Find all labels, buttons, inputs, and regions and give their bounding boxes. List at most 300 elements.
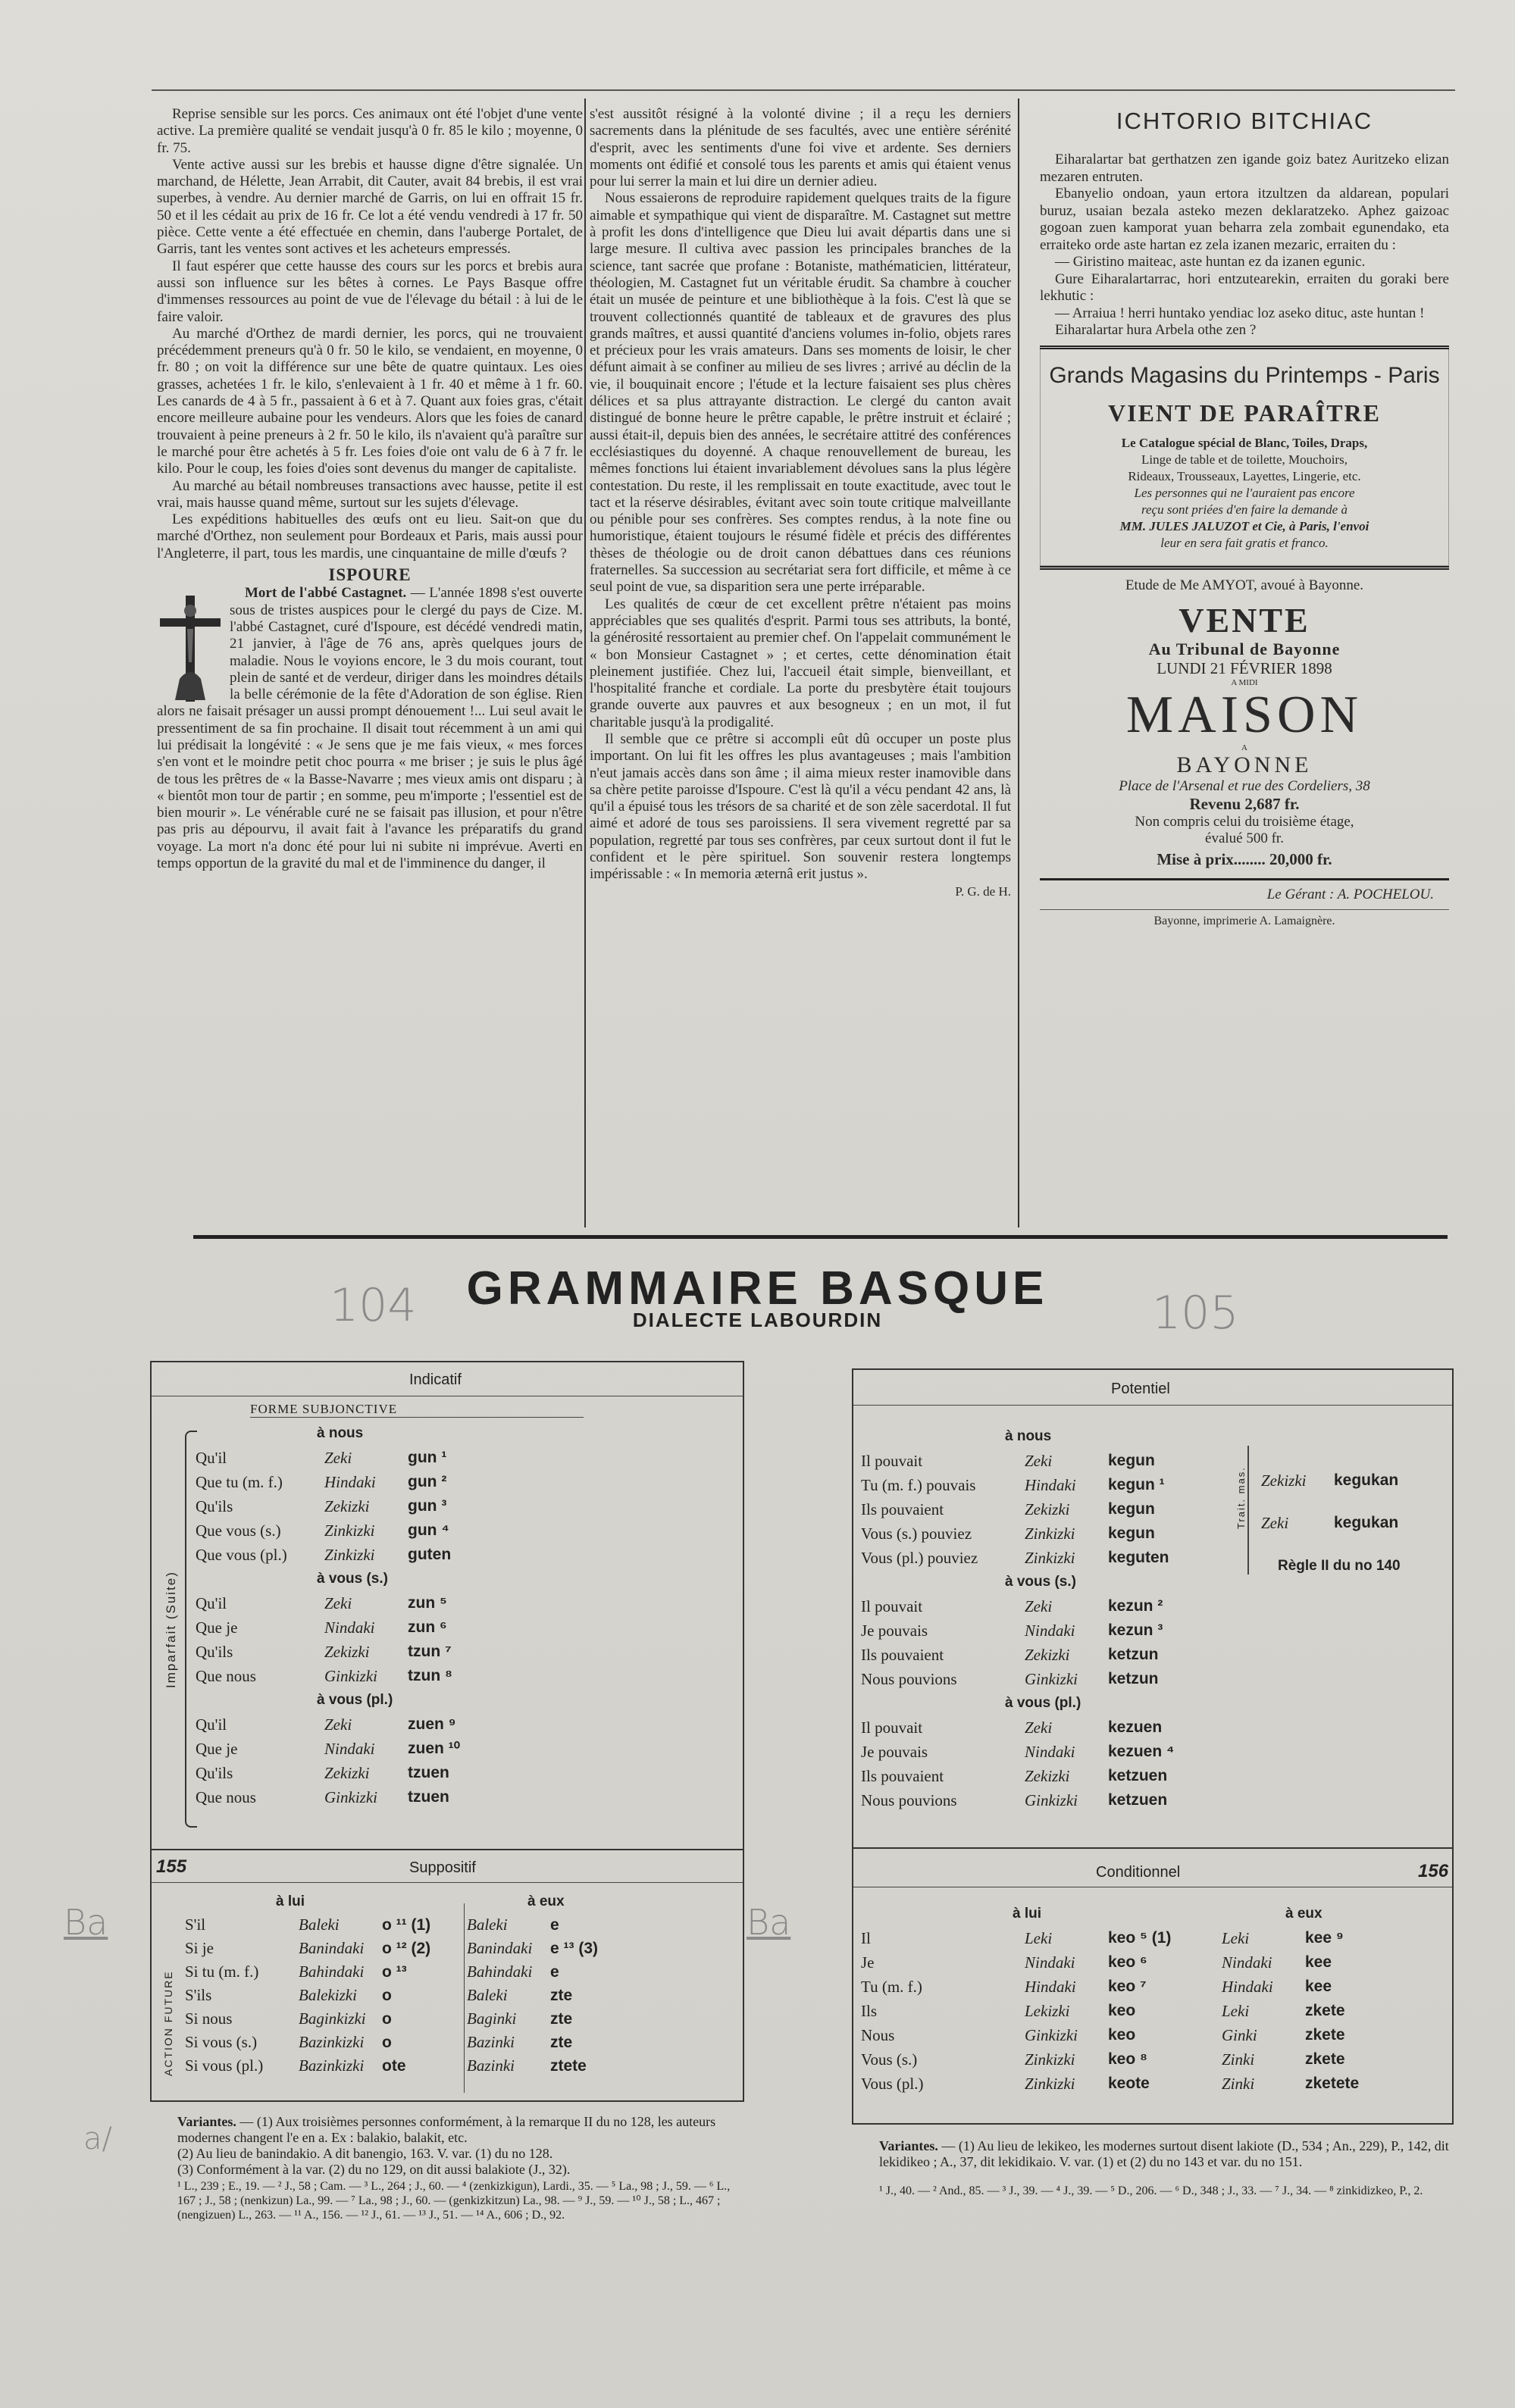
handwritten-ba-mid: Ba bbox=[747, 1902, 791, 1943]
conjugation-row bbox=[861, 1643, 1174, 1667]
verb-suffix: ketzuen bbox=[1108, 1791, 1168, 1809]
conjugation-row bbox=[861, 1546, 1174, 1570]
grammar-title: GRAMMAIRE BASQUE bbox=[466, 1262, 1049, 1315]
conjugation-row bbox=[861, 1521, 1174, 1546]
verb-stem: Ginkizki bbox=[324, 1667, 377, 1685]
pronoun: Vous (s.) bbox=[861, 2050, 918, 2069]
vente-etude: Etude de Me AMYOT, avoué à Bayonne. bbox=[1125, 577, 1364, 593]
section-title-ispoure: ISPOURE bbox=[328, 565, 412, 585]
pronoun: S'ils bbox=[185, 1986, 212, 2004]
verb-suffix: guten bbox=[408, 1546, 452, 1563]
crucifix-image bbox=[157, 589, 224, 703]
conjugation-row bbox=[196, 1591, 460, 1615]
pronoun: Qu'il bbox=[196, 1449, 227, 1467]
grammar-subtitle: DIALECTE LABOURDIN bbox=[632, 1309, 883, 1331]
verb-suffix: keote bbox=[1108, 2075, 1150, 2092]
verb-suffix: o ¹¹ (1) bbox=[382, 1916, 431, 1934]
plural-suffix: e ¹³ (3) bbox=[550, 1940, 598, 1957]
handwritten-ba-left: Ba bbox=[64, 1902, 108, 1943]
verb-stem: Nindaki bbox=[324, 1740, 375, 1758]
top-rule bbox=[152, 89, 1455, 91]
verb-stem: Leki bbox=[1025, 1929, 1053, 1947]
conjugation-row bbox=[185, 1913, 598, 1937]
conditionnel-table bbox=[861, 1902, 1359, 2096]
rows-a-vous-s-right bbox=[861, 1594, 1174, 1691]
verb-stem: Hindaki bbox=[1025, 1978, 1076, 1996]
verb-stem: Nindaki bbox=[1025, 1953, 1075, 1972]
verb-stem: Hindaki bbox=[324, 1473, 376, 1491]
plural-stem: Zinki bbox=[1222, 2050, 1255, 2069]
verb-suffix: ketzuen bbox=[1108, 1767, 1168, 1784]
verb-stem: Zeki bbox=[324, 1715, 352, 1734]
pronoun: Nous pouvions bbox=[861, 1670, 957, 1688]
vente-bayonne: BAYONNE bbox=[1176, 752, 1313, 777]
verb-suffix: keo ⁸ bbox=[1108, 2050, 1147, 2068]
verb-suffix: keo ⁷ bbox=[1108, 1978, 1147, 1995]
conjugation-row bbox=[196, 1543, 460, 1567]
trait-suffix-2: kegukan bbox=[1334, 1514, 1399, 1531]
pronoun: Qu'il bbox=[196, 1594, 227, 1612]
gerant-rule bbox=[1040, 878, 1449, 880]
verb-stem: Ginkizki bbox=[1025, 1670, 1078, 1688]
vente-ad bbox=[1040, 570, 1449, 869]
verb-stem: Zeki bbox=[1025, 1597, 1053, 1615]
pronoun: Nous pouvions bbox=[861, 1791, 957, 1809]
pronoun: Il bbox=[861, 1929, 871, 1947]
vente-revenu: Revenu 2,687 fr. bbox=[1189, 794, 1300, 813]
conjugation-row bbox=[861, 1715, 1174, 1740]
sub-a-nous: à nous bbox=[317, 1425, 364, 1441]
verb-stem: Baleki bbox=[299, 1915, 340, 1934]
verb-stem: Lekizki bbox=[1025, 2002, 1070, 2020]
verb-suffix: kezuen ⁴ bbox=[1108, 1743, 1175, 1760]
vente-evalue: évalué 500 fr. bbox=[1205, 830, 1284, 846]
potentiel-box bbox=[852, 1368, 1454, 1849]
left-var1 bbox=[177, 2114, 738, 2146]
forme-subjonctive: FORME SUBJONCTIVE bbox=[250, 1402, 398, 1416]
pronoun: Que je bbox=[196, 1740, 238, 1758]
plural-stem: Banindaki bbox=[467, 1939, 533, 1957]
grammar-separator bbox=[193, 1235, 1448, 1239]
pronoun: Ils bbox=[861, 2002, 877, 2020]
indicatif-box bbox=[150, 1361, 744, 1850]
plural-stem: Ginki bbox=[1222, 2026, 1257, 2044]
verb-stem: Nindaki bbox=[324, 1618, 375, 1637]
verb-stem: Balekizki bbox=[299, 1986, 357, 2004]
printemps-ad-title: Grands Magasins du Printemps - Paris bbox=[1049, 362, 1440, 388]
ichtorio-heading: ICHTORIO BITCHIAC bbox=[1116, 108, 1373, 134]
trait-form-2: Zeki bbox=[1261, 1514, 1289, 1532]
conjugation-row bbox=[196, 1761, 460, 1785]
plural-suffix: zkete bbox=[1305, 2026, 1345, 2044]
conjugation-row bbox=[861, 1788, 1174, 1812]
conjugation-row bbox=[196, 1664, 460, 1688]
verb-stem: Zekizki bbox=[324, 1643, 370, 1661]
conjugation-row bbox=[861, 1740, 1174, 1764]
conjugation-row bbox=[196, 1494, 460, 1518]
ichtorio-p2: Ebanyelio ondoan, yaun ertora itzultzen da aldarean, populari buruz, usaian bezala asteko mezen deklaratzeko. Aphez gaizoac gogoan zuen kamporat yuan beharra zela zombait egunendako, eta erraiteko orde aste hartan ez zela izanen mezaric, erraiten du : bbox=[1040, 186, 1449, 253]
trait-row-2 bbox=[1261, 1502, 1398, 1544]
conjugation-row bbox=[861, 1618, 1174, 1643]
paragraph-156: 156 bbox=[1418, 1861, 1449, 1881]
sub-a-vous-s: à vous (s.) bbox=[317, 1571, 388, 1587]
right-column bbox=[1040, 108, 1449, 928]
conjugation-row bbox=[861, 2072, 1359, 2096]
right-var1 bbox=[879, 2138, 1455, 2170]
article-castagnet-title: Mort de l'abbé Castagnet. bbox=[245, 585, 407, 602]
verb-stem: Bahindaki bbox=[299, 1962, 365, 1981]
conjugation-row bbox=[861, 1950, 1359, 1975]
rows-conditionnel bbox=[861, 1926, 1359, 2096]
pronoun: Si vous (s.) bbox=[185, 2033, 258, 2051]
article-oeufs: Les expéditions habituelles des œufs ont eu lieu. Sait-on que du marché d'Orthez, non seulement pour Bordeaux et Paris, mais aussi pour l'Angleterre, il part, tous les mardis, une cinquantaine de mille d'œufs ? bbox=[157, 511, 583, 561]
conjugation-row bbox=[861, 1764, 1174, 1788]
right-refs: ¹ J., 40. — ² And., 85. — ³ J., 39. — ⁴ J., 39. — ⁵ D., 206. — ⁶ D., 348 ; J., 33. — ⁷ J., 34. — ⁸ zinkidizkeo, P., 2. bbox=[879, 2184, 1423, 2197]
conjugation-row bbox=[196, 1615, 460, 1640]
verb-suffix: o ¹³ bbox=[382, 1963, 407, 1981]
vente-place: Place de l'Arsenal et rue des Cordeliers, 38 bbox=[1119, 777, 1370, 794]
verb-stem: Hindaki bbox=[1025, 1476, 1076, 1494]
verb-suffix: gun ¹ bbox=[408, 1449, 447, 1466]
conditionnel-subheads bbox=[861, 1902, 1359, 1926]
pronoun: Si je bbox=[185, 1939, 214, 1957]
article-orthez: Au marché d'Orthez de mardi dernier, les porcs, qui ne trouvaient précédemment preneurs qu'à 0 fr. 50 le kilo, se vendaient, en moyenne, 0 fr. 80 ; on voit la différence sur une bête de quatre quintaux. Les oies grasses, achetées 1 fr. le kilo, s'enlevaient à 1 fr. 40 et même à 1 fr. 60. Les canards de 4 à 5 fr., passaient à 6 et à 7. Quant aux foies gras, c'était encore meilleure aubaine pour les vendeurs. Alors que les foies de canard trouvaient à peine preneurs à 2 fr. 50 le kilo, ils n'avaient qu'à paraître sur le marché pour être achetés à 5 fr. Les foies d'oie ont valu de 6 à 7 fr. le kilo. Pour le coup, les foies d'oies sont devenus du manger de capitaliste. bbox=[157, 325, 583, 477]
plural-suffix: zketete bbox=[1305, 2075, 1360, 2092]
ichtorio-p4: Gure Eiharalartarrac, hori entzutearekin, erraiten du goraki bere lekhutic : bbox=[1040, 271, 1449, 304]
pronoun: Il pouvait bbox=[861, 1718, 923, 1737]
verb-suffix: o bbox=[382, 2010, 392, 2028]
sub-a-lui-right: à lui bbox=[1013, 1906, 1042, 1922]
plural-stem: Baginki bbox=[467, 2009, 517, 2028]
conjugation-row bbox=[185, 1984, 598, 2007]
verb-suffix: ketzun bbox=[1108, 1670, 1159, 1687]
plural-stem: Leki bbox=[1222, 2002, 1250, 2020]
plural-suffix: ztete bbox=[550, 2057, 587, 2075]
plural-suffix: zte bbox=[550, 2034, 573, 2051]
pronoun: Si nous bbox=[185, 2009, 233, 2028]
conjugation-row bbox=[861, 1449, 1174, 1473]
trait-suffix-1: kegukan bbox=[1334, 1471, 1399, 1489]
ichtorio-p6: Eiharalartar hura Arbela othe zen ? bbox=[1055, 322, 1257, 338]
rows-suppositif bbox=[185, 1913, 598, 2078]
potentiel-table bbox=[861, 1424, 1174, 1812]
verb-stem: Zekizki bbox=[324, 1497, 370, 1515]
pronoun: Il pouvait bbox=[861, 1452, 923, 1470]
sub-a-lui: à lui bbox=[276, 1894, 305, 1909]
conjugation-row bbox=[196, 1446, 460, 1470]
pronoun: Ils pouvaient bbox=[861, 1767, 944, 1785]
conjugation-row bbox=[861, 2023, 1359, 2047]
trait-form-1: Zekizki bbox=[1261, 1471, 1307, 1490]
verb-stem: Zekizki bbox=[1025, 1767, 1070, 1785]
conjugation-row bbox=[185, 1960, 598, 1984]
verb-stem: Zekizki bbox=[324, 1764, 370, 1782]
verb-suffix: o bbox=[382, 2034, 392, 2051]
verb-stem: Zinkizki bbox=[324, 1546, 375, 1564]
trait-mas-table bbox=[1261, 1459, 1398, 1544]
trait-mas-label: Trait. mas. bbox=[1235, 1466, 1247, 1529]
article-castagnet-traits: Nous essaierons de reproduire rapidement quelques traits de la figure aimable et sympathique qui vient de disparaître. M. Castagnet sut mettre à profit les dons d'intelligence que Dieu lui avait départis dans une si large mesure. Il cultiva avec passion les principales branches de la science, tant sacrée que profane : Botaniste, mathématicien, littérateur, théologien, M. Castagnet fut un véritable érudit. Sa chambre à coucher était un musée de peinture et une bibliothèque à la fois. C'est là que se trouvent collectionnés quantité de tableaux et de gravures des plus grands maîtres, et aussi quantité d'anciens volumes in-folio, objets rares et précieux pour les vrais amateurs. Dans ses moments de loisir, le cher défunt aimait à se confiner au milieu de ses livres ; arrivé au déclin de la vie, il bouquinait encore ; l'étude et la lecture faisaient ses plus chères délices et sa plus attrayante distraction. Le clergé du canton avait distingué de bonne heure le prêtre capable, le prêtre instruit et éclairé ; aussi était-il, depuis bien des années, le secrétaire attitré des conférences ecclésiastiques du doyenné. A chaque renouvellement de bureau, les mêmes fonctions lui étaient invariablement dévolues sans la plus légère contestation. Du reste, il les remplissait en toute exactitude, avec tout le tact et la réserve désirables, évitant avec soin toute critique malveillante ou pénible pour ses confrères. Ses comptes rendus, à la note fine ou humoristique, étaient toujours le résumé fidèle et précis des différentes thèses de théologie ou de droit canon débattues dans ces réunions fraternelles. Sa succession au secrétariat sera fort difficile, et même à ce seul point de vue, sa disparition sera une perte irréparable. bbox=[590, 190, 1011, 596]
verb-suffix: kezun ² bbox=[1108, 1597, 1163, 1615]
verb-suffix: ketzun bbox=[1108, 1646, 1159, 1663]
sub-a-vous-pl: à vous (pl.) bbox=[317, 1692, 393, 1708]
conjugation-row bbox=[861, 1667, 1174, 1691]
sub-a-vous-pl-right: à vous (pl.) bbox=[1005, 1695, 1081, 1711]
pronoun: Tu (m. f.) pouvais bbox=[861, 1476, 976, 1494]
verb-suffix: keo bbox=[1108, 2026, 1136, 2044]
plural-stem: Leki bbox=[1222, 1929, 1250, 1947]
verb-stem: Ginkizki bbox=[1025, 1791, 1078, 1809]
right-var1-text: — (1) Au lieu de lekikeo, les modernes surtout disent lakiote (D., 534 ; An., 229), P., 142, dit lekidikeo ; A., 37, dit lekidikaio. V. var. (1) et (2) du no 143 et var. du no 151. bbox=[879, 2138, 1449, 2169]
conjugation-row bbox=[196, 1640, 460, 1664]
verb-stem: Banindaki bbox=[299, 1939, 365, 1957]
verb-suffix: tzuen bbox=[408, 1764, 449, 1781]
imprimerie-rule bbox=[1040, 909, 1449, 910]
sub-a-eux-right: à eux bbox=[1285, 1906, 1322, 1922]
vente-maison: MAISON bbox=[1125, 685, 1363, 744]
verb-stem: Baginkizki bbox=[299, 2009, 366, 2028]
verb-suffix: gun ² bbox=[408, 1473, 447, 1490]
pronoun: Vous (pl.) pouviez bbox=[861, 1549, 978, 1567]
gerant: Le Gérant : A. POCHELOU. bbox=[1266, 886, 1434, 902]
plural-suffix: kee bbox=[1305, 1978, 1332, 1995]
verb-stem: Zeki bbox=[1025, 1452, 1053, 1470]
plural-suffix: kee bbox=[1305, 1953, 1332, 1971]
verb-suffix: keo bbox=[1108, 2002, 1136, 2019]
conjugation-row bbox=[861, 2047, 1359, 2072]
left-refs: ¹ L., 239 ; E., 19. — ² J., 58 ; Cam. — ³ L., 264 ; J., 60. — ⁴ (zenkizkigun), Lardi., 35. — ⁵ La., 98 ; J., 59. — ⁶ L., 167 ; J., 58 ; (nenkizun) La., 99. — ⁷ La., 98 ; J., 60. — (genkizkitzun) La., 98. — ⁹ J., 59. — ¹⁰ J., 58 ; L., 467 ; (nengizuen) L., 263. — ¹¹ A., 156. — ¹² J., 61. — ¹³ J., 51. — ¹⁴ A., 606 ; D., 92. bbox=[177, 2180, 731, 2222]
sub-a-vous-s-right: à vous (s.) bbox=[1005, 1574, 1076, 1590]
verb-suffix: o bbox=[382, 1987, 392, 2004]
printemps-ad-line1: Le Catalogue spécial de Blanc, Toiles, Draps, bbox=[1121, 435, 1368, 450]
verb-suffix: tzun ⁸ bbox=[408, 1667, 452, 1684]
plural-stem: Baleki bbox=[467, 1986, 508, 2004]
imprimerie: Bayonne, imprimerie A. Lamaignère. bbox=[1153, 914, 1335, 927]
verb-suffix: keo ⁵ (1) bbox=[1108, 1929, 1172, 1947]
plural-stem: Hindaki bbox=[1222, 1978, 1273, 1996]
conjugation-row bbox=[196, 1518, 460, 1543]
pronoun: Que je bbox=[196, 1618, 238, 1637]
vente-mise: Mise à prix........ 20,000 fr. bbox=[1157, 849, 1332, 868]
vente-midi: A MIDI bbox=[1231, 677, 1258, 687]
article-porcs: Reprise sensible sur les porcs. Ces animaux ont été l'objet d'une vente active. La première qualité se vendait jusqu'à 0 fr. 85 le kilo ; moyenne, 0 fr. 75. bbox=[157, 106, 583, 156]
pronoun: Ils pouvaient bbox=[861, 1646, 944, 1664]
verb-stem: Bazinkizki bbox=[299, 2056, 365, 2075]
conjugation-row bbox=[196, 1712, 460, 1737]
ichtorio-p5: — Arraiua ! herri huntako yendiac loz aseko dituc, aste huntan ! bbox=[1055, 305, 1425, 321]
verb-suffix: kegun ¹ bbox=[1108, 1476, 1165, 1493]
verb-stem: Zinkizki bbox=[1025, 2075, 1075, 2093]
rows-a-nous bbox=[196, 1446, 460, 1567]
plural-suffix: e bbox=[550, 1916, 559, 1934]
verb-suffix: kezun ³ bbox=[1108, 1621, 1163, 1639]
conjugation-row bbox=[861, 1975, 1359, 1999]
conjugation-row bbox=[185, 2031, 598, 2054]
verb-suffix: keguten bbox=[1108, 1549, 1169, 1566]
plural-stem: Zinki bbox=[1222, 2075, 1255, 2093]
printemps-ad-line3: Rideaux, Trousseaux, Layettes, Lingerie, etc. bbox=[1128, 468, 1361, 483]
pronoun: Je pouvais bbox=[861, 1621, 928, 1640]
plural-stem: Nindaki bbox=[1222, 1953, 1272, 1972]
verb-stem: Zekizki bbox=[1025, 1646, 1070, 1664]
potentiel-heading: Potentiel bbox=[1111, 1381, 1170, 1397]
pronoun: Ils pouvaient bbox=[861, 1500, 944, 1518]
pronoun: Que nous bbox=[196, 1667, 256, 1685]
pronoun: Nous bbox=[861, 2026, 895, 2044]
article-hausse: Il faut espérer que cette hausse des cours sur les porcs et brebis aura aussi son influence sur les bêtes à cornes. Le Pays Basque offre d'immenses ressources au point de vue de l'élevage du bétail : à lui de le faire valoir. bbox=[157, 258, 583, 325]
article-signature: P. G. de H. bbox=[955, 883, 1011, 899]
conjugation-row bbox=[185, 1937, 598, 1960]
article-castagnet-text: — L'année 1898 s'est ouverte sous de tristes auspices pour le clergé du pays de Cize. M. l'abbé Castagnet, curé d'Ispoure, est décédé vendredi matin, 21 janvier, à l'âge de 76 ans, après quelques jours de maladie. Nous le voyions encore, le 3 du mois courant, tout plein de santé et de verdeur, diriger dans les moindres détails la belle cérémonie de la fête d'Adoration de son église. Rien alors ne faisait présager un aussi prompt dénouement !... Lui seul avait le pressentiment de sa fin prochaine. Il disait tout récemment à un ami qui lui prédisait la longévité : « Je sens que je me fais vieux, « mes forces s'en vont et le moindre petit choc pourra « me briser ; je suis le plus âgé de tous les prêtres de « la Basse-Navarre ; mes vieux amis ont disparu ; à « bientôt mon tour de partir ; en somme, peu m'importe ; l'essentiel est de bien mourir ». Le vénérable curé ne se faisait pas illusion, et pour n'être pas pris au dépourvu, il avait fait à l'avance les préparatifs du grand voyage. La mort n'a donc été pour lui ni subite ni imprévue. Averti en temps opportun de la gravité du mal et de l'imminence du danger, il bbox=[157, 585, 583, 872]
verb-suffix: gun ³ bbox=[408, 1497, 447, 1515]
verb-suffix: tzun ⁷ bbox=[408, 1643, 452, 1660]
conjugation-row bbox=[861, 1497, 1174, 1521]
action-future-label: ACTION FUTURE bbox=[162, 1970, 174, 2076]
verb-stem: Zeki bbox=[324, 1594, 352, 1612]
verb-suffix: keo ⁶ bbox=[1108, 1953, 1147, 1971]
conjugation-row bbox=[196, 1737, 460, 1761]
right-var-label: Variantes. bbox=[879, 2138, 938, 2153]
suppositif-box bbox=[150, 1849, 744, 2102]
potentiel-side-divider bbox=[1247, 1446, 1249, 1575]
verb-suffix: zun ⁵ bbox=[408, 1594, 447, 1612]
pronoun: Il pouvait bbox=[861, 1597, 923, 1615]
verb-suffix: o ¹² (2) bbox=[382, 1940, 431, 1957]
trait-row-1 bbox=[1261, 1459, 1398, 1502]
conjugation-row bbox=[185, 2007, 598, 2031]
pronoun: Que nous bbox=[196, 1788, 256, 1806]
pronoun: Si tu (m. f.) bbox=[185, 1962, 259, 1981]
handwritten-105: 105 bbox=[1152, 1287, 1239, 1340]
printemps-ad-line4: Les personnes qui ne l'auraient pas encore bbox=[1134, 485, 1355, 500]
printemps-ad-line2: Linge de table et de toilette, Mouchoirs, bbox=[1141, 452, 1348, 467]
plural-stem: Baleki bbox=[467, 1915, 508, 1934]
plural-stem: Bahindaki bbox=[467, 1962, 533, 1981]
verb-suffix: zun ⁶ bbox=[408, 1618, 447, 1636]
verb-stem: Ginkizki bbox=[324, 1788, 377, 1806]
plural-suffix: zkete bbox=[1305, 2050, 1345, 2068]
sub-a-nous-right: à nous bbox=[1005, 1428, 1052, 1444]
left-variants bbox=[177, 2114, 738, 2222]
verb-stem: Nindaki bbox=[1025, 1743, 1075, 1761]
conjugation-row bbox=[861, 1999, 1359, 2023]
printemps-ad-line6: MM. JULES JALUZOT et Cie, à Paris, l'envoi bbox=[1119, 518, 1369, 533]
crucifix-icon bbox=[157, 589, 224, 703]
suppositif-rule bbox=[152, 1882, 743, 1883]
verb-stem: Bazinkizki bbox=[299, 2033, 365, 2051]
potentiel-rule bbox=[853, 1405, 1452, 1406]
conjugation-row bbox=[196, 1785, 460, 1809]
regle-ii: Règle II du no 140 bbox=[1278, 1558, 1401, 1574]
forme-rule bbox=[250, 1417, 584, 1418]
pronoun: Que tu (m. f.) bbox=[196, 1473, 283, 1491]
handwritten-a: a/ bbox=[83, 2122, 112, 2156]
verb-suffix: zuen ¹⁰ bbox=[408, 1740, 461, 1757]
pronoun: Je bbox=[861, 1953, 875, 1972]
verb-stem: Zinkizki bbox=[1025, 2050, 1075, 2069]
article-betail: Au marché au bétail nombreuses transactions avec hausse, petite il est vrai, mais hausse quand même, surtout sur les sujets d'élevage. bbox=[157, 477, 583, 511]
suppositif-table bbox=[185, 1890, 598, 2078]
printemps-ad-line5: reçu sont priées d'en faire la demande à bbox=[1141, 502, 1348, 517]
indicatif-heading: Indicatif bbox=[409, 1371, 462, 1388]
handwritten-104: 104 bbox=[330, 1279, 417, 1332]
pronoun: Vous (s.) pouviez bbox=[861, 1525, 972, 1543]
conjugation-row bbox=[861, 1473, 1174, 1497]
verb-stem: Nindaki bbox=[1025, 1621, 1075, 1640]
verb-stem: Zeki bbox=[1025, 1718, 1053, 1737]
conjugation-row bbox=[861, 1926, 1359, 1950]
vente-title: VENTE bbox=[1179, 600, 1310, 640]
article-castagnet-poste: Il semble que ce prêtre si accompli eût dû occuper un poste plus important. On lui fit les offres les plus avantageuses ; mais l'ambition n'eut jamais accès dans son âme ; il aima mieux rester inamovible dans sa chère petite paroisse d'Ispoure. C'est là qu'il a vécu pendant 42 ans, là qu'il a épuisé tous les trésors de sa charité et de son zèle sacerdotal. Il fut aimé et adoré de tous ses paroissiens. Il sera vivement regretté par sa population, regretté par tous ses confrères, par ceux surtout dont il fut le confident et le père spirituel. Son souvenir restera longtemps impérissable : « In memoria æternâ erit justus ». bbox=[590, 730, 1011, 883]
vente-tribunal: Au Tribunal de Bayonne bbox=[1148, 639, 1341, 658]
conditionnel-heading: Conditionnel bbox=[1096, 1864, 1181, 1881]
pronoun: Que vous (s.) bbox=[196, 1521, 281, 1540]
article-castagnet-qualites: Les qualités de cœur de cet excellent prêtre n'étaient pas moins appréciables que ses qualités d'esprit. Parmi tous ses attributs, la bonté, la générosité ressortaient au premier chef. On l'appelait communément le « bon Monsieur Castagnet » ; et certes, cette dénomination était pleinement justifiée. Chez lui, l'accueil était simple, bienveillant, et l'hospitalité franche et cordiale. La porte du presbytère était toujours grande ouverte aux pauvres et aux besogneux ; en un mot, il fut charitable jusqu'à la prodigalité. bbox=[590, 596, 1011, 730]
verb-stem: Zekizki bbox=[1025, 1500, 1070, 1518]
pronoun: Je pouvais bbox=[861, 1743, 928, 1761]
pronoun: S'il bbox=[185, 1915, 206, 1934]
printemps-ad bbox=[1040, 349, 1449, 566]
verb-suffix: kegun bbox=[1108, 1500, 1155, 1518]
article-castagnet-cont: s'est aussitôt résigné à la volonté divine ; il a reçu les derniers sacrements dans la plénitude de ses facultés, avec une entière sérénité d'esprit, avec les sentiments d'une foi vive et ardente. Ses derniers moments ont édifié et consolé tous les parents et amis qui étaient venus pour lui serrer la main et lui dire un dernier adieu. bbox=[590, 106, 1011, 190]
verb-suffix: kegun bbox=[1108, 1452, 1155, 1469]
plural-stem: Bazinki bbox=[467, 2033, 515, 2051]
left-var1-text: — (1) Aux troisièmes personnes conformément, à la remarque II du no 128, les auteurs modernes changent l'e en a. Ex : balakio, balakit, etc. bbox=[177, 2114, 716, 2145]
rows-a-vous-s bbox=[196, 1591, 460, 1688]
pronoun: Vous (pl.) bbox=[861, 2075, 924, 2093]
verb-stem: Ginkizki bbox=[1025, 2026, 1078, 2044]
verb-stem: Zeki bbox=[324, 1449, 352, 1467]
column-2 bbox=[590, 106, 1011, 900]
column-1 bbox=[157, 106, 583, 872]
plural-suffix: zte bbox=[550, 1987, 573, 2004]
verb-suffix: zuen ⁹ bbox=[408, 1715, 456, 1733]
vente-noncompris: Non compris celui du troisième étage, bbox=[1135, 813, 1354, 830]
left-var3: (3) Conformément à la var. (2) du no 129, on dit aussi balakiote (J., 32). bbox=[177, 2162, 571, 2177]
verb-suffix: kegun bbox=[1108, 1525, 1155, 1542]
suppositif-heading: Suppositif bbox=[409, 1859, 476, 1876]
suppositif-subheads bbox=[185, 1890, 598, 1913]
column-divider-1 bbox=[584, 99, 586, 1227]
pronoun: Si vous (pl.) bbox=[185, 2056, 264, 2075]
paragraph-155: 155 bbox=[156, 1856, 187, 1877]
verb-suffix: ote bbox=[382, 2057, 406, 2075]
ichtorio-p3: — Giristino maiteac, aste huntan ez da izanen egunic. bbox=[1055, 254, 1366, 270]
verb-stem: Zinkizki bbox=[1025, 1525, 1075, 1543]
conjugation-row bbox=[196, 1470, 460, 1494]
plural-suffix: zte bbox=[550, 2010, 573, 2028]
pronoun: Qu'ils bbox=[196, 1643, 233, 1661]
verb-suffix: tzuen bbox=[408, 1788, 449, 1806]
pronoun: Qu'ils bbox=[196, 1764, 233, 1782]
indicatif-table bbox=[196, 1421, 460, 1809]
plural-suffix: zkete bbox=[1305, 2002, 1345, 2019]
printemps-ad-subtitle: VIENT DE PARAÎTRE bbox=[1108, 399, 1381, 427]
conjugation-row bbox=[185, 2054, 598, 2078]
rows-a-vous-pl-right bbox=[861, 1715, 1174, 1812]
verb-stem: Zinkizki bbox=[1025, 1549, 1075, 1567]
left-var-label: Variantes. bbox=[177, 2114, 236, 2129]
pronoun: Qu'ils bbox=[196, 1497, 233, 1515]
conditionnel-box bbox=[852, 1847, 1454, 2125]
verb-stem: Zinkizki bbox=[324, 1521, 375, 1540]
ichtorio-text bbox=[1040, 152, 1449, 339]
ichtorio-p1: Eiharalartar bat gerthatzen zen igande goiz batez Auritzeko elizan mezaren entruten. bbox=[1040, 152, 1449, 185]
pronoun: Tu (m. f.) bbox=[861, 1978, 922, 1996]
printemps-ad-line7: leur en sera fait gratis et franco. bbox=[1160, 535, 1329, 550]
imparfait-label: Imparfait (Suite) bbox=[164, 1571, 178, 1688]
right-variants bbox=[879, 2138, 1455, 2198]
